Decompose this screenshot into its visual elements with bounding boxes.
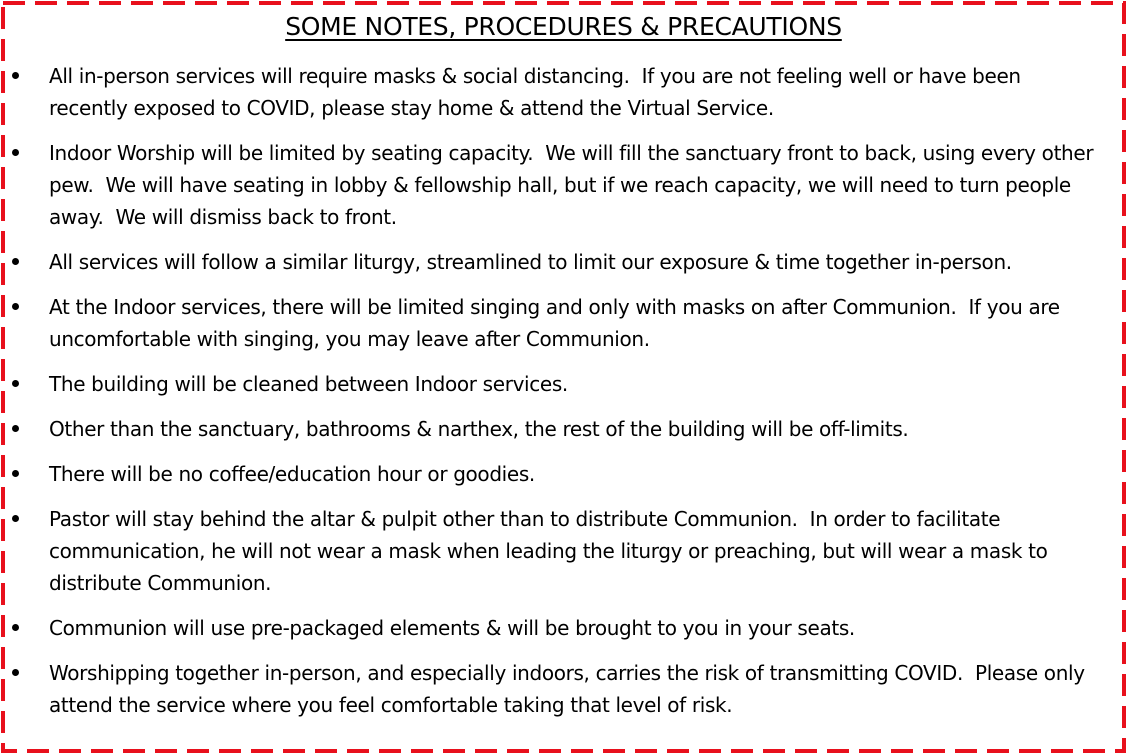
list-item xyxy=(0,657,1127,721)
bullet-icon xyxy=(12,149,19,156)
list-item xyxy=(0,458,1127,490)
bullet-icon xyxy=(12,258,19,265)
bullet-icon xyxy=(12,380,19,387)
bullet-icon xyxy=(12,515,19,522)
list-item-text: All services will follow a similar liturgy, streamlined to limit our exposure & time together in-person. xyxy=(49,250,1012,274)
list-item-text: At the Indoor services, there will be limited singing and only with masks on after Communion. If you are uncomfortable with singing, you may leave after Communion. xyxy=(49,295,1066,351)
list-item-text: Worshipping together in-person, and especially indoors, carries the risk of transmitting COVID. Please only attend the service where you feel comfortable taking that level of risk. xyxy=(49,661,1091,717)
list-item xyxy=(0,60,1127,124)
bullet-icon xyxy=(12,425,19,432)
list-item xyxy=(0,612,1127,644)
list-item xyxy=(0,503,1127,599)
bullet-icon xyxy=(12,624,19,631)
list-item-text: Other than the sanctuary, bathrooms & narthex, the rest of the building will be off-limits. xyxy=(49,417,909,441)
list-item xyxy=(0,137,1127,233)
notice-title: SOME NOTES, PROCEDURES & PRECAUTIONS xyxy=(285,12,842,41)
bullet-icon xyxy=(12,72,19,79)
list-item-text: Indoor Worship will be limited by seating capacity. We will fill the sanctuary front to back, using every other pew. We will have seating in lobby & fellowship hall, but if we reach capacity, we will need to turn people away. We will dismiss back to front. xyxy=(49,141,1100,229)
bullet-icon xyxy=(12,669,19,676)
list-item-text: The building will be cleaned between Indoor services. xyxy=(49,372,568,396)
precautions-list xyxy=(0,60,1127,734)
bullet-icon xyxy=(12,303,19,310)
list-item-text: Pastor will stay behind the altar & pulpit other than to distribute Communion. In order to facilitate communication, he will not wear a mask when leading the liturgy or preaching, but will wear a mask to distribute Communion. xyxy=(49,507,1054,595)
list-item xyxy=(0,368,1127,400)
list-item xyxy=(0,246,1127,278)
list-item-text: There will be no coffee/education hour or goodies. xyxy=(49,462,535,486)
list-item-text: All in-person services will require masks & social distancing. If you are not feeling well or have been recently exposed to COVID, please stay home & attend the Virtual Service. xyxy=(49,64,1027,120)
list-item xyxy=(0,291,1127,355)
bullet-icon xyxy=(12,470,19,477)
list-item xyxy=(0,413,1127,445)
list-item-text: Communion will use pre-packaged elements & will be brought to you in your seats. xyxy=(49,616,855,640)
